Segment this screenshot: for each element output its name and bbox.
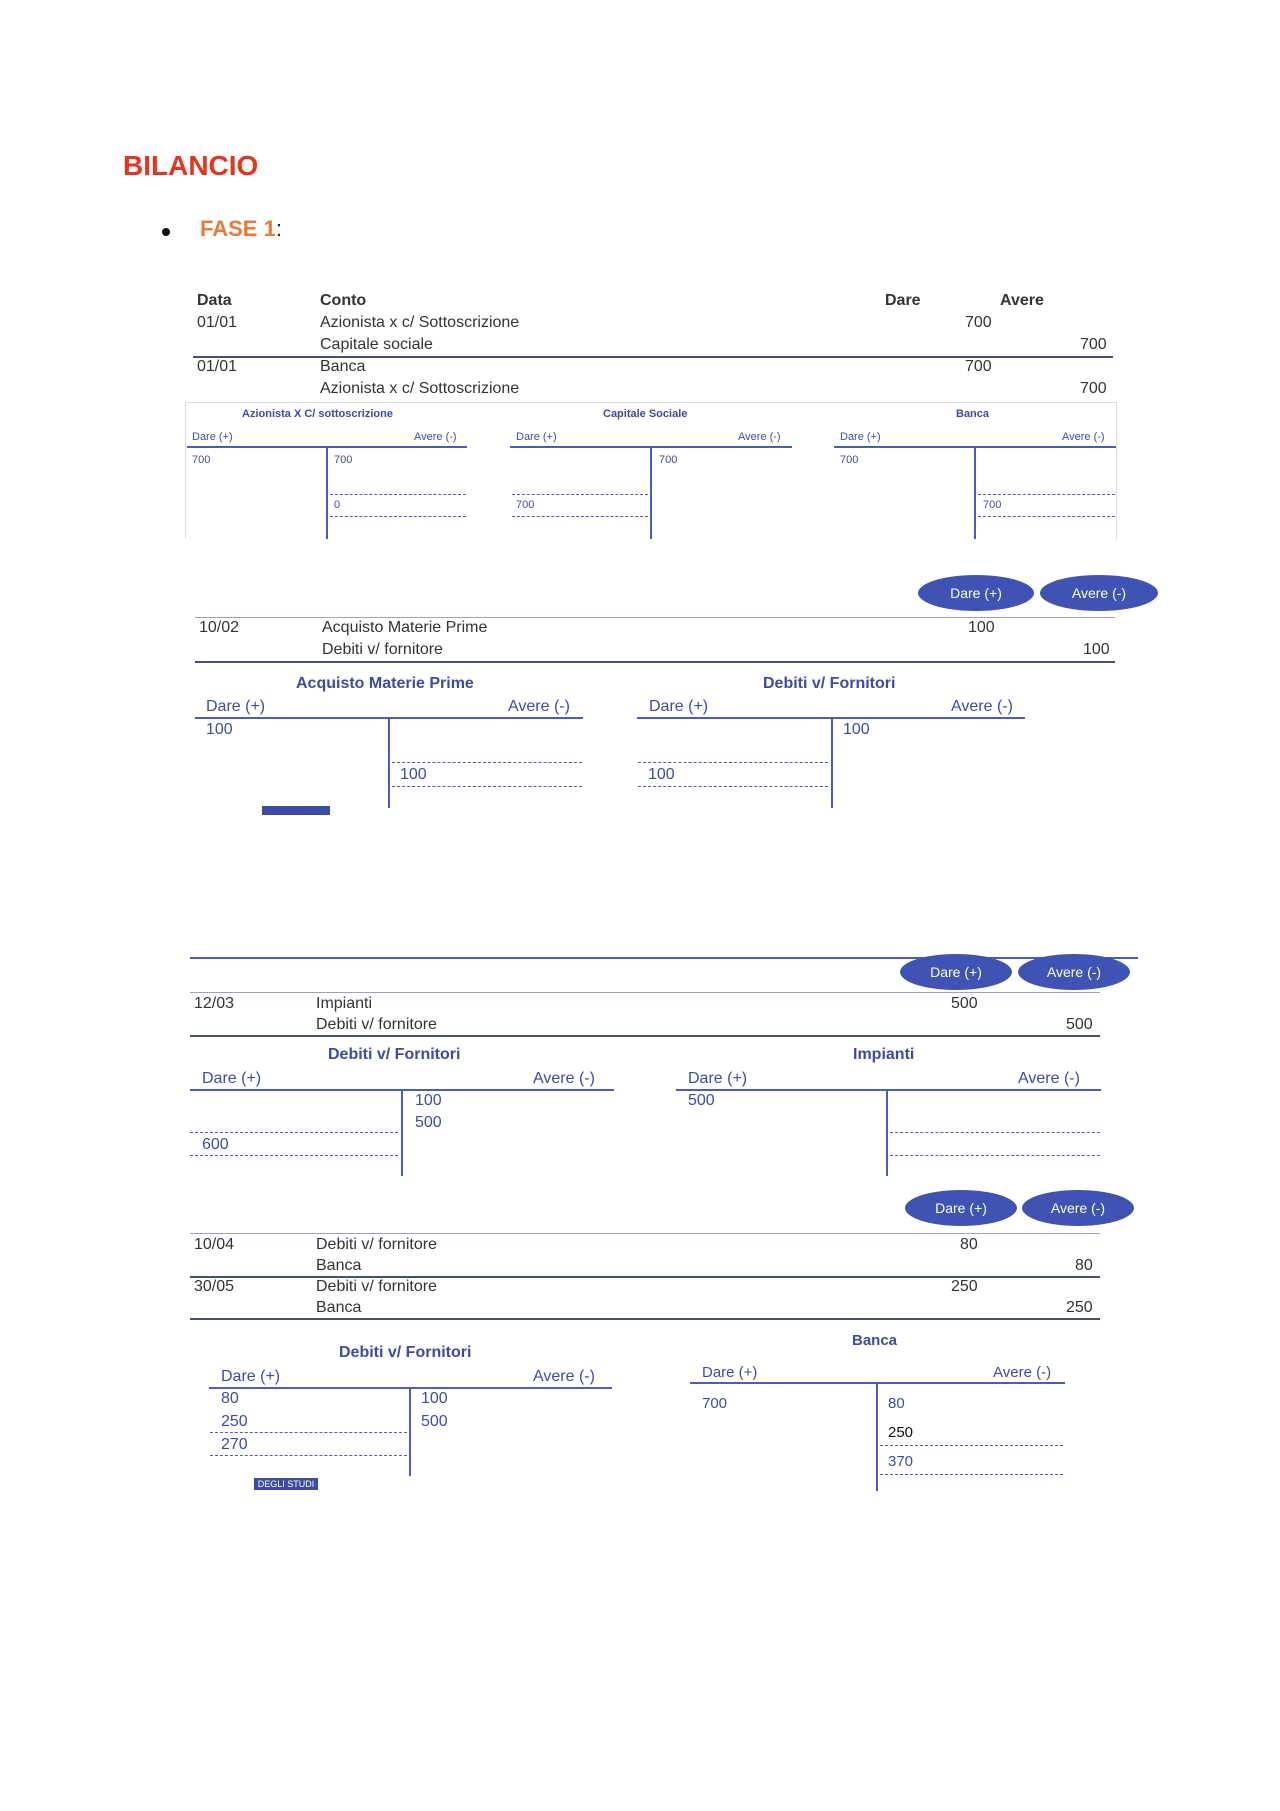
entry-amount-dare: 700: [965, 358, 992, 375]
t-balance-dare: 600: [202, 1136, 229, 1153]
entry-date: 01/01: [197, 314, 238, 331]
t-label-avere: Avere (-): [1062, 431, 1105, 443]
t-value-avere: 250: [888, 1424, 914, 1441]
entry-debit-account: Debiti v/ fornitore: [316, 1236, 437, 1253]
entry-bottom-line: [190, 1318, 1100, 1320]
t-dashed-line: [890, 1132, 1100, 1133]
t-value-dare: 700: [840, 454, 859, 466]
t-label-avere: Avere (-): [533, 1368, 595, 1385]
t-account-divider: [831, 718, 833, 808]
t-label-avere: Avere (-): [993, 1364, 1052, 1381]
t-dashed-line: [512, 516, 648, 517]
t-balance-avere: 100: [400, 766, 427, 783]
header-conto: Conto: [320, 292, 367, 309]
t-dashed-line: [210, 1432, 407, 1433]
entry-amount-dare: 100: [968, 619, 995, 636]
t-dashed-line: [190, 1132, 398, 1133]
phase-label: FASE 1: [200, 216, 276, 241]
t-dashed-line: [392, 786, 582, 787]
t-value-avere: 500: [415, 1114, 442, 1131]
t-dashed-line: [190, 1155, 398, 1156]
entry-amount-dare: 700: [965, 314, 992, 331]
entry-amount-dare: 500: [951, 995, 978, 1012]
entry-debit-account: Acquisto Materie Prime: [322, 619, 488, 636]
t-label-dare: Dare (+): [206, 698, 266, 715]
t-label-avere: Avere (-): [414, 431, 457, 443]
dare-pill: Dare (+): [905, 1190, 1017, 1226]
t-label-avere: Avere (-): [1018, 1070, 1080, 1087]
t-dashed-line: [392, 762, 582, 763]
t-label-dare: Dare (+): [202, 1070, 262, 1087]
t-label-dare: Dare (+): [688, 1070, 748, 1087]
entry-top-line: [190, 1233, 1100, 1234]
t-label-dare: Dare (+): [516, 431, 557, 443]
entry-amount-avere: 700: [1080, 336, 1107, 353]
t-dashed-line: [210, 1455, 407, 1456]
t-value-dare: 100: [206, 721, 233, 738]
t-balance-avere: 370: [888, 1453, 914, 1470]
watermark-stamp: [262, 806, 330, 815]
t-value-avere: 100: [415, 1092, 442, 1109]
entry-amount-dare: 250: [951, 1278, 978, 1295]
t-label-avere: Avere (-): [533, 1070, 595, 1087]
t-label-dare: Dare (+): [840, 431, 881, 443]
t-value-dare: 500: [688, 1092, 715, 1109]
entry-bottom-line: [190, 1035, 1100, 1037]
header-avere: Avere: [1000, 292, 1044, 309]
t-dashed-line: [330, 494, 466, 495]
t-account-title: Azionista X C/ sottoscrizione: [242, 408, 393, 420]
bullet-icon: [162, 228, 170, 236]
entry-credit-account: Azionista x c/ Sottoscrizione: [320, 380, 520, 397]
entry-bottom-line: [195, 661, 1115, 663]
entry-debit-account: Banca: [320, 358, 366, 375]
t-account-divider: [886, 1090, 888, 1176]
t-value-dare: 80: [221, 1390, 239, 1407]
t-value-avere: 500: [421, 1413, 448, 1430]
t-account-divider: [974, 447, 976, 539]
t-value-dare: 700: [192, 454, 211, 466]
entry-debit-account: Impianti: [316, 995, 373, 1012]
entry-credit-account: Banca: [316, 1257, 362, 1274]
entry-credit-account: Debiti v/ fornitore: [316, 1016, 437, 1033]
dare-pill: Dare (+): [918, 575, 1034, 611]
entry-top-line: [195, 617, 1115, 618]
entry-amount-avere: 100: [1083, 641, 1110, 658]
t-value-avere: 100: [843, 721, 870, 738]
t-value-dare: 250: [221, 1413, 248, 1430]
watermark-stamp: DEGLI STUDI: [254, 1478, 318, 1490]
t-account-title: Capitale Sociale: [603, 408, 688, 420]
t-value-avere: 700: [334, 454, 353, 466]
t-dashed-line: [638, 786, 828, 787]
entry-amount-avere: 700: [1080, 380, 1107, 397]
entry-amount-avere: 500: [1066, 1016, 1093, 1033]
t-account-title: Acquisto Materie Prime: [296, 675, 474, 692]
t-account-title: Debiti v/ Fornitori: [328, 1046, 461, 1063]
t-account-title: Debiti v/ Fornitori: [763, 675, 896, 692]
t-balance-dare: 270: [221, 1436, 248, 1453]
t-dashed-line: [512, 494, 648, 495]
t-account-title: Banca: [956, 408, 990, 420]
entry-date: 12/03: [194, 995, 235, 1012]
t-value-avere: 80: [888, 1395, 905, 1412]
entry-credit-account: Capitale sociale: [320, 336, 433, 353]
t-balance-avere: 0: [334, 499, 341, 511]
t-dashed-line: [880, 1445, 1063, 1446]
t-label-dare: Dare (+): [221, 1368, 281, 1385]
t-value-dare: 700: [702, 1395, 728, 1412]
t-account-divider: [388, 718, 390, 808]
entry-credit-account: Banca: [316, 1299, 362, 1316]
t-dashed-line: [880, 1474, 1063, 1475]
t-account-title: Debiti v/ Fornitori: [339, 1344, 472, 1361]
entry-debit-account: Debiti v/ fornitore: [316, 1278, 437, 1295]
t-dashed-line: [978, 494, 1115, 495]
entry-credit-account: Debiti v/ fornitore: [322, 641, 443, 658]
t-account-title: Banca: [852, 1332, 898, 1349]
t-value-avere: 700: [659, 454, 678, 466]
header-dare: Dare: [885, 292, 921, 309]
page-title: BILANCIO: [123, 150, 259, 181]
t-dashed-line: [978, 516, 1115, 517]
phase-colon: :: [275, 216, 282, 241]
t-account-divider: [326, 447, 328, 539]
t-value-avere: 100: [421, 1390, 448, 1407]
entry-date: 30/05: [194, 1278, 235, 1295]
t-account-divider: [876, 1383, 878, 1491]
entry-amount-avere: 80: [1075, 1257, 1093, 1274]
t-account-title: Impianti: [853, 1046, 915, 1063]
t-label-dare: Dare (+): [192, 431, 233, 443]
t-balance-dare: 100: [648, 766, 675, 783]
t-account-divider: [409, 1388, 411, 1476]
t-label-dare: Dare (+): [649, 698, 709, 715]
entry-amount-avere: 250: [1066, 1299, 1093, 1316]
avere-pill: Avere (-): [1040, 575, 1158, 611]
entry-top-line: [190, 992, 1100, 993]
dare-pill: Dare (+): [900, 954, 1012, 990]
t-label-dare: Dare (+): [702, 1364, 758, 1381]
entry-debit-account: Azionista x c/ Sottoscrizione: [320, 314, 520, 331]
t-account-divider: [401, 1090, 403, 1176]
t-label-avere: Avere (-): [738, 431, 781, 443]
avere-pill: Avere (-): [1022, 1190, 1134, 1226]
entry-amount-dare: 80: [960, 1236, 978, 1253]
t-balance-avere: 700: [983, 499, 1002, 511]
avere-pill: Avere (-): [1018, 954, 1130, 990]
phase-heading: [200, 216, 282, 242]
t-dashed-line: [330, 516, 466, 517]
entry-date: 10/04: [194, 1236, 235, 1253]
t-dashed-line: [638, 762, 828, 763]
entry-date: 10/02: [199, 619, 240, 636]
t-account-top-line: [676, 1089, 1101, 1091]
t-account-divider: [650, 447, 652, 539]
t-label-avere: Avere (-): [951, 698, 1013, 715]
t-dashed-line: [890, 1155, 1100, 1156]
entry-date: 01/01: [197, 358, 238, 375]
header-data: Data: [197, 292, 232, 309]
t-label-avere: Avere (-): [508, 698, 570, 715]
t-balance-dare: 700: [516, 499, 535, 511]
